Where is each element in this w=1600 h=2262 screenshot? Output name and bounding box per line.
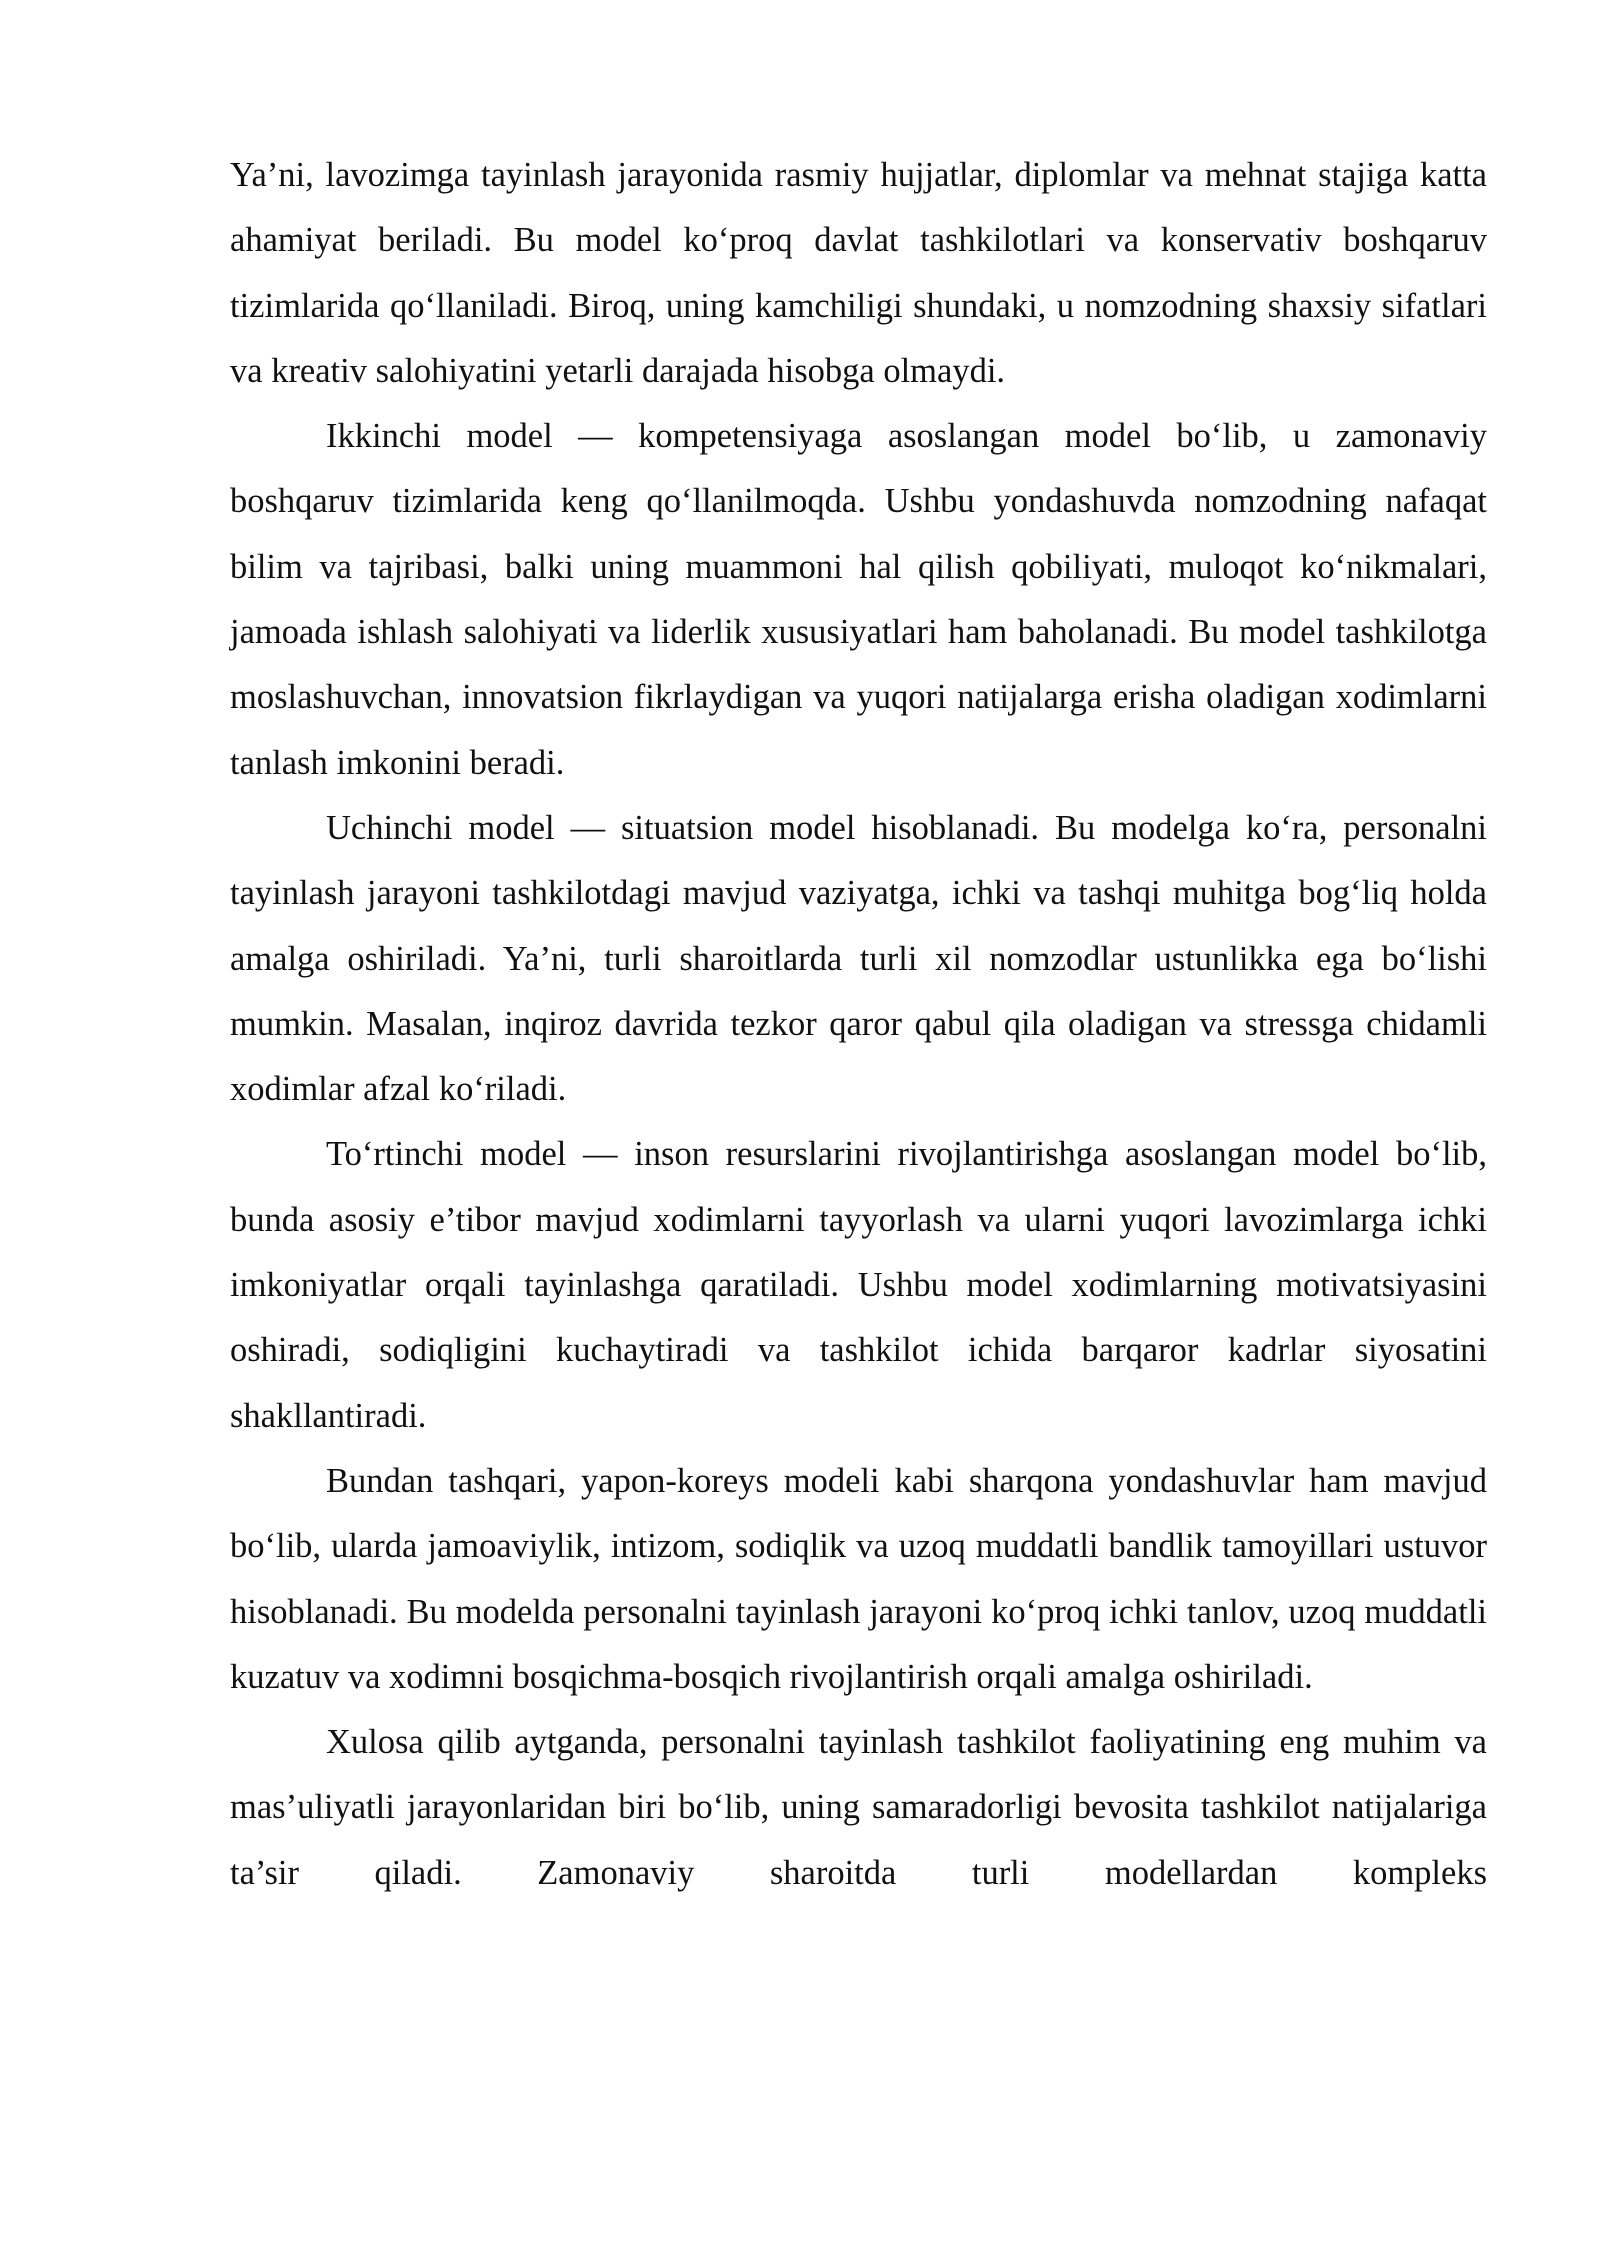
- paragraph-japanese-korean-model: Bundan tashqari, yapon-koreys modeli kabi sharqona yondashuvlar ham mavjud bo‘lib, ularda jamoaviylik, intizom, sodiqlik va uzoq muddatli bandlik tamoyillari ustuvor hisoblanadi. Bu modelda personalni tayinlash jarayoni ko‘proq ichki tanlov, uzoq muddatli kuzatuv va xodimni bosqichma-bosqich rivojlantirish orqali amalga oshiriladi.: [230, 1461, 1487, 1696]
- paragraph-conclusion: Xulosa qilib aytganda, personalni tayinlash tashkilot faoliyatining eng muhim va mas’uliyatli jarayonlaridan biri bo‘lib, uning samaradorligi bevosita tashkilot natijalariga ta’sir qiladi. Zamonaviy sharoitda turli modellardan kompleks: [230, 1723, 1487, 1892]
- paragraph-continuation: Ya’ni, lavozimga tayinlash jarayonida rasmiy hujjatlar, diplomlar va mehnat stajiga katta ahamiyat beriladi. Bu model ko‘proq davlat tashkilotlari va konservativ boshqaruv tizimlarida qo‘llaniladi. Biroq, uning kamchiligi shundaki, u nomzodning shaxsiy sifatlari va kreativ salohiyatini yetarli darajada hisobga olmaydi.: [230, 156, 1487, 390]
- body-text: [230, 143, 1487, 1906]
- paragraph-fourth-model: To‘rtinchi model — inson resurslarini rivojlantirishga asoslangan model bo‘lib, bunda asosiy e’tibor mavjud xodimlarni tayyorlash va ularni yuqori lavozimlarga ichki imkoniyatlar orqali tayinlashga qaratiladi. Ushbu model xodimlarning motivatsiyasini oshiradi, sodiqligini kuchaytiradi va tashkilot ichida barqaror kadrlar siyosatini shakllantiradi.: [230, 1135, 1487, 1435]
- paragraph-third-model: Uchinchi model — situatsion model hisoblanadi. Bu modelga ko‘ra, personalni tayinlash jarayoni tashkilotdagi mavjud vaziyatga, ichki va tashqi muhitga bog‘liq holda amalga oshiriladi. Ya’ni, turli sharoitlarda turli xil nomzodlar ustunlikka ega bo‘lishi mumkin. Masalan, inqiroz davrida tezkor qaror qabul qila oladigan va stressga chidamli xodimlar afzal ko‘riladi.: [230, 808, 1487, 1109]
- paragraph-second-model: Ikkinchi model — kompetensiyaga asoslangan model bo‘lib, u zamonaviy boshqaruv tizimlarida keng qo‘llanilmoqda. Ushbu yondashuvda nomzodning nafaqat bilim va tajribasi, balki uning muammoni hal qilish qobiliyati, muloqot ko‘nikmalari, jamoada ishlash salohiyati va liderlik xususiyatlari ham baholanadi. Bu model tashkilotga moslashuvchan, innovatsion fikrlaydigan va yuqori natijalarga erisha oladigan xodimlarni tanlash imkonini beradi.: [230, 417, 1487, 782]
